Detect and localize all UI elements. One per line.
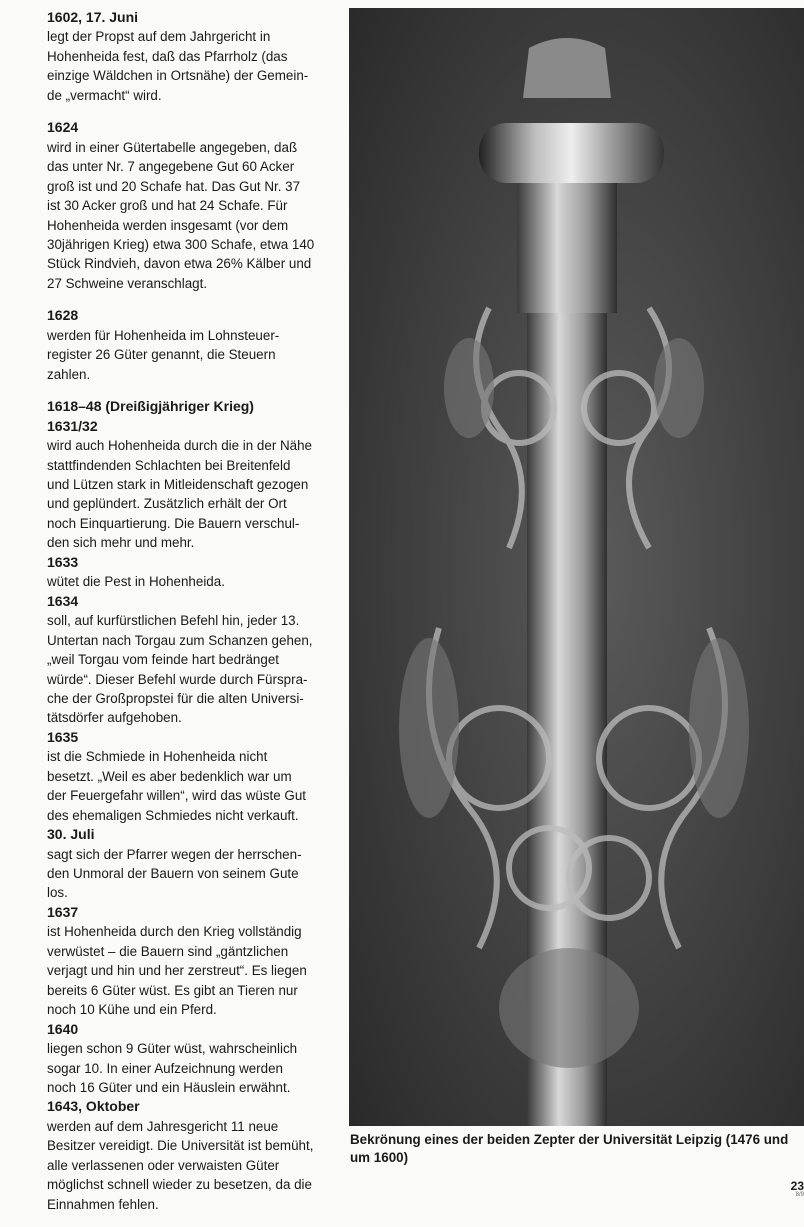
entry-text-line: den sich mehr und mehr. xyxy=(47,535,195,551)
entry-text-line: sogar 10. In einer Aufzeichnung werden xyxy=(47,1060,283,1076)
chronicle-group xyxy=(47,8,342,105)
entry-text-line: 30jährigen Krieg) etwa 300 Schafe, etwa 140 xyxy=(47,236,315,252)
entry-heading: 1634 xyxy=(47,592,79,609)
entry-heading: 1631/32 xyxy=(47,417,98,434)
entry-text-line: „weil Torgau vom feinde hart bedränget xyxy=(47,652,279,668)
entry-text-line: soll, auf kurfürstlichen Befehl hin, jeder 13. xyxy=(47,613,300,629)
entry-text-line: liegen schon 9 Güter wüst, wahrscheinlich xyxy=(47,1041,298,1057)
entry-text-line: und Lützen stark in Mitleidenschaft gezogen xyxy=(47,476,309,492)
entry-text-line: Stück Rindvieh, davon etwa 26% Kälber und xyxy=(47,256,312,272)
entry-text-line: Besitzer vereidigt. Die Universität ist bemüht, xyxy=(47,1138,314,1154)
scepter-photo xyxy=(349,8,804,1126)
entry-text-line: möglichst schnell wieder zu besetzen, da die xyxy=(47,1177,312,1193)
entry-heading: 1637 xyxy=(47,903,79,920)
entry-text-line: bereits 6 Güter wüst. Es gibt an Tieren nur xyxy=(47,982,298,998)
entry-heading: 1635 xyxy=(47,728,79,745)
entry-text-line: das unter Nr. 7 angegebene Gut 60 Acker xyxy=(47,159,295,175)
entry-text-line: noch 10 Kühe und ein Pferd. xyxy=(47,1002,217,1018)
entry-text-line: verwüstet – die Bauern sind „gäntzlichen xyxy=(47,943,289,959)
entry-text-line: sagt sich der Pfarrer wegen der herrschen- xyxy=(47,846,302,862)
entry-text-line: ist 30 Acker groß und hat 24 Schafe. Für xyxy=(47,198,288,214)
entry-text-line: zahlen. xyxy=(47,366,91,382)
entry-text-line: che der Großpropstei für die alten Universi- xyxy=(47,690,304,706)
entry-text-line: werden für Hohenheida im Lohnsteuer- xyxy=(47,327,280,343)
entry-text-line: wird in einer Gütertabelle angegeben, daß xyxy=(47,139,298,155)
entry-text-line: tätsdörfer aufgehoben. xyxy=(47,710,182,726)
page-number: 23 xyxy=(790,1179,804,1193)
page-sub-mark: 8/9 xyxy=(795,1192,804,1198)
entry-text-line: stattfindenden Schlachten bei Breitenfeld xyxy=(47,457,291,473)
entry-text-line: los. xyxy=(47,885,68,901)
entry-heading: 1624 xyxy=(47,119,79,136)
entry-text-line: des ehemaligen Schmiedes nicht verkauft. xyxy=(47,807,299,823)
entry-text-line: Untertan nach Torgau zum Schanzen gehen, xyxy=(47,632,313,648)
entry-text-line: wütet die Pest in Hohenheida. xyxy=(47,574,225,590)
entry-text-line: ist Hohenheida durch den Krieg vollständig xyxy=(47,924,302,940)
entry-text-line: und geplündert. Zusätzlich erhält der Ort xyxy=(47,496,287,512)
entry-text-line: register 26 Güter genannt, die Steuern xyxy=(47,347,276,363)
chronicle-group xyxy=(47,118,342,293)
entry-text-line: werden auf dem Jahresgericht 11 neue xyxy=(47,1118,279,1134)
entry-heading: 1633 xyxy=(47,553,79,570)
entry-text-line: alle verlassenen oder verwaisten Güter xyxy=(47,1157,280,1173)
entry-text-line: würde“. Dieser Befehl wurde durch Fürspra- xyxy=(47,671,308,687)
entry-heading: 1628 xyxy=(47,307,79,324)
entry-heading: 30. Juli xyxy=(47,826,95,843)
entry-heading: 1618–48 (Dreißigjähriger Krieg) xyxy=(47,398,254,415)
entry-text-line: verjagt und hin und her zerstreut“. Es liegen xyxy=(47,963,307,979)
entry-text-line: Einnahmen fehlen. xyxy=(47,1196,159,1212)
entry-heading: 1643, Oktober xyxy=(47,1098,140,1115)
entry-text-line: Hohenheida werden insgesamt (vor dem xyxy=(47,217,289,233)
entry-text-line: groß ist und 20 Schafe hat. Das Gut Nr. 37 xyxy=(47,178,301,194)
entry-text-line: noch Einquartierung. Die Bauern verschul- xyxy=(47,515,300,531)
entry-text-line: ist die Schmiede in Hohenheida nicht xyxy=(47,749,268,765)
chronicle-group xyxy=(47,306,342,384)
entry-text-line: der Feuergefahr willen“, wird das wüste Gut xyxy=(47,788,306,804)
entry-text-line: wird auch Hohenheida durch die in der Nähe xyxy=(47,438,313,454)
entry-text-line: besetzt. „Weil es aber bedenklich war um xyxy=(47,768,292,784)
chronicle-group xyxy=(47,397,342,1214)
photo-caption: Bekrönung eines der beiden Zepter der Universität Leipzig (1476 und um 1600) xyxy=(350,1132,789,1165)
entry-text-line: den Unmoral der Bauern von seinem Gute xyxy=(47,866,299,882)
entry-text-line: Hohenheida fest, daß das Pfarrholz (das xyxy=(47,48,288,64)
entry-heading: 1602, 17. Juni xyxy=(47,9,139,25)
entry-text-line: legt der Propst auf dem Jahrgericht in xyxy=(47,29,271,45)
entry-text-line: noch 16 Güter und ein Häuslein erwähnt. xyxy=(47,1080,291,1096)
chronicle-text-column xyxy=(47,8,342,1227)
entry-text-line: 27 Schweine veranschlagt. xyxy=(47,275,208,291)
entry-text-line: einzige Wäldchen in Ortsnähe) der Gemein- xyxy=(47,68,309,84)
entry-text-line: de „vermacht“ wird. xyxy=(47,87,162,103)
entry-heading: 1640 xyxy=(47,1020,79,1037)
